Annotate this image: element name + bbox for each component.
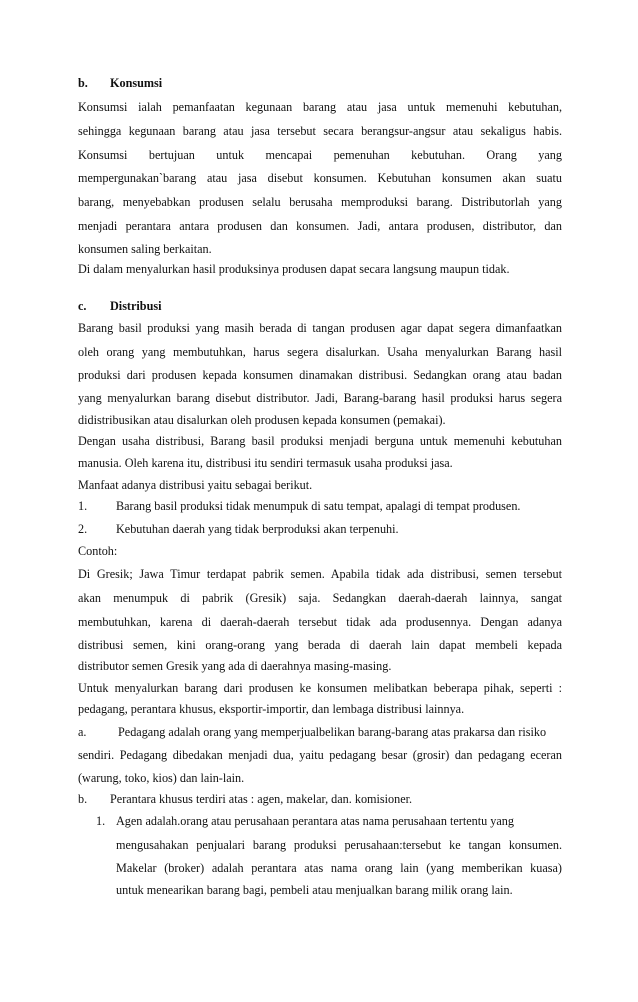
paragraph-line: Makelar (broker) adalah perantara atas nama orang lain (yang memberikan kuasa) xyxy=(116,861,562,875)
section-heading-distribusi xyxy=(78,298,562,314)
paragraph-line: Manfaat adanya distribusi yaitu sebagai berikut. xyxy=(78,478,313,492)
paragraph-line: mengusahakan penjualari barang produksi perusahaan:tersebut ke tangan konsumen. xyxy=(116,838,562,852)
list-item xyxy=(78,521,562,537)
section-title: Distribusi xyxy=(110,299,162,313)
paragraph-line: Di Gresik; Jawa Timur terdapat pabrik semen. Apabila tidak ada distribusi, semen tersebut xyxy=(78,567,562,581)
list-item-pedagang xyxy=(78,724,562,740)
sub-list-item-agen xyxy=(96,813,562,829)
list-number: 2. xyxy=(78,522,88,536)
paragraph-line: distributor semen Gresik yang ada di daerahnya masing-masing. xyxy=(78,659,392,673)
paragraph-line: barang, menyebabkan produsen selalu berusaha memproduksi barang. Distributorlah yang xyxy=(78,195,562,209)
paragraph-line: Di dalam menyalurkan hasil produksinya produsen dapat secara langsung maupun tidak. xyxy=(78,262,510,276)
section-label: b. xyxy=(78,76,88,90)
paragraph-line: Dengan usaha distribusi, Barang basil produksi menjadi berguna untuk memenuhi kebutuhan xyxy=(78,434,562,448)
paragraph-line: oleh orang yang membutuhkan, harus segera disalurkan. Usaha menyalurkan Barang hasil xyxy=(78,345,562,359)
paragraph-line: Untuk menyalurkan barang dari produsen ke konsumen melibatkan beberapa pihak, seperti : xyxy=(78,681,562,695)
list-item-perantara xyxy=(78,791,562,807)
paragraph-line: untuk menearikan barang bagi, pembeli atau menjualkan barang milik orang lain. xyxy=(116,883,513,897)
paragraph-line: sendiri. Pedagang dibedakan menjadi dua, yaitu pedagang besar (grosir) dan pedagang eceran xyxy=(78,748,562,762)
list-text: Kebutuhan daerah yang tidak berproduksi akan terpenuhi. xyxy=(116,522,399,536)
section-title: Konsumsi xyxy=(110,76,163,90)
list-text: Agen adalah.orang atau perusahaan perantara atas nama perusahaan tertentu yang xyxy=(116,814,514,828)
list-number: b. xyxy=(78,792,88,806)
list-item xyxy=(78,498,562,514)
paragraph-line: Barang basil produksi yang masih berada di tangan produsen agar dapat segera dimanfaatkan xyxy=(78,321,562,335)
paragraph-line: mempergunakan`barang atau jasa disebut konsumen. Kebutuhan konsumen akan suatu xyxy=(78,171,562,185)
list-text: Perantara khusus terdiri atas : agen, makelar, dan. komisioner. xyxy=(110,792,413,806)
example-label: Contoh: xyxy=(78,544,118,558)
paragraph-line: akan menumpuk di pabrik (Gresik) saja. Sedangkan daerah-daerah lainnya, sangat xyxy=(78,591,562,605)
paragraph-line: sehingga kegunaan barang atau jasa tersebut secara berangsur-angsur atau sekaligus habis. xyxy=(78,124,562,138)
paragraph-line: (warung, toko, kios) dan lain-lain. xyxy=(78,771,245,785)
list-number: 1. xyxy=(96,814,106,828)
paragraph-line: produksi dari produsen kepada konsumen dinamakan distribusi. Sedangkan orang atau badan xyxy=(78,368,562,382)
list-text: Pedagang adalah orang yang memperjualbelikan barang-barang atas prakarsa dan risiko xyxy=(118,725,547,739)
list-text: Barang basil produksi tidak menumpuk di satu tempat, apalagi di tempat produsen. xyxy=(116,499,521,513)
section-label: c. xyxy=(78,299,87,313)
paragraph-line: pedagang, perantara khusus, eksportir-importir, dan lembaga distribusi lainnya. xyxy=(78,702,465,716)
paragraph-line: Konsumsi bertujuan untuk mencapai pemenuhan kebutuhan. Orang yang xyxy=(78,148,562,162)
paragraph-line: manusia. Oleh karena itu, distribusi itu sendiri termasuk usaha produksi jasa. xyxy=(78,456,453,470)
paragraph-line: yang menyalurkan barang disebut distributor. Jadi, Barang-barang hasil produksi harus segera xyxy=(78,391,562,405)
paragraph-line: didistribusikan atau disalurkan oleh produsen kepada konsumen (pemakai). xyxy=(78,413,446,427)
paragraph-line: menjadi perantara antara produsen dan konsumen. Jadi, antara produsen, distributor, dan xyxy=(78,219,562,233)
list-number: a. xyxy=(78,725,87,739)
paragraph-line: konsumen saling berkaitan. xyxy=(78,242,212,256)
paragraph-line: Konsumsi ialah pemanfaatan kegunaan barang atau jasa untuk memenuhi kebutuhan, xyxy=(78,100,562,114)
paragraph-line: membutuhkan, karena di daerah-daerah tersebut tidak ada produsennya. Dengan adanya xyxy=(78,615,562,629)
paragraph-line: distribusi semen, kini orang-orang yang berada di daerah lain dapat membeli kepada xyxy=(78,638,562,652)
list-number: 1. xyxy=(78,499,88,513)
section-heading-konsumsi xyxy=(78,75,562,91)
